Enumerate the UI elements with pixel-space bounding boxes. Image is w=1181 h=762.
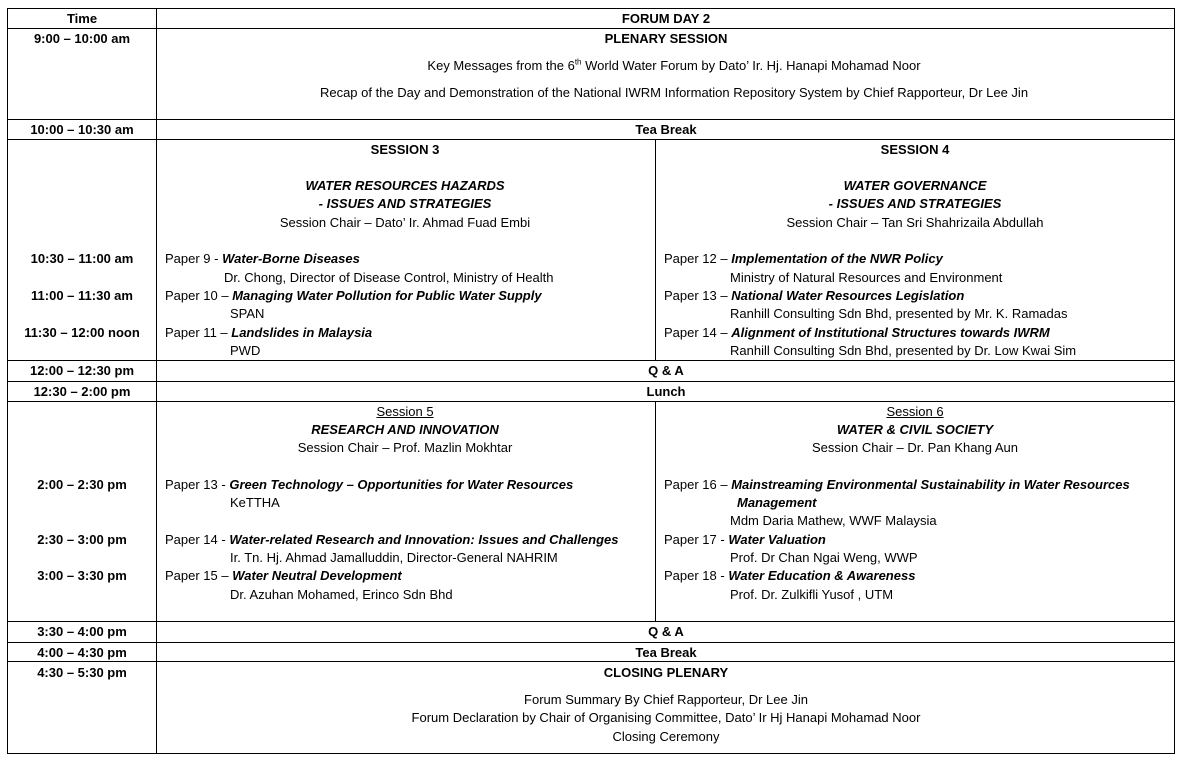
time-slot: 11:30 – 12:00 noon xyxy=(24,325,140,340)
time-slot: 4:30 – 5:30 pm xyxy=(37,665,127,680)
paper-presenter: Dr. Chong, Director of Disease Control, Ministry of Health xyxy=(224,270,554,285)
paper-title-line: Paper 12 – Implementation of the NWR Policy xyxy=(664,251,943,266)
time-slot: 10:00 – 10:30 am xyxy=(30,122,134,137)
time-slot: 9:00 – 10:00 am xyxy=(33,31,131,46)
row-divider xyxy=(7,139,1175,140)
session-4-chair: Session Chair – Tan Sri Shahrizaila Abdullah xyxy=(786,215,1044,230)
tea-break-label: Tea Break xyxy=(635,122,697,137)
paper-presenter: PWD xyxy=(230,343,261,358)
session-4-title: SESSION 4 xyxy=(880,142,950,157)
closing-title: CLOSING PLENARY xyxy=(603,665,729,680)
time-slot: 2:30 – 3:00 pm xyxy=(37,532,127,547)
time-slot: 12:30 – 2:00 pm xyxy=(33,384,131,399)
plenary-recap: Recap of the Day and Demonstration of the National IWRM Information Repository System by Chief Rapporteur, Dr Lee Jin xyxy=(319,85,1029,100)
session-5-theme: RESEARCH AND INNOVATION xyxy=(311,422,499,437)
paper-presenter: SPAN xyxy=(230,306,265,321)
row-divider xyxy=(7,621,1175,622)
paper-title-line: Paper 16 – Mainstreaming Environmental Sustainability in Water Resources xyxy=(664,477,1130,492)
qa-label: Q & A xyxy=(648,363,684,378)
time-slot: 3:00 – 3:30 pm xyxy=(37,568,127,583)
paper-presenter: Ministry of Natural Resources and Environment xyxy=(730,270,1003,285)
session-6-chair: Session Chair – Dr. Pan Khang Aun xyxy=(812,440,1018,455)
paper-title-line: Paper 17 - Water Valuation xyxy=(664,532,826,547)
paper-presenter: Prof. Dr Chan Ngai Weng, WWP xyxy=(730,550,918,565)
session-column-divider xyxy=(655,139,656,360)
session-6-theme: WATER & CIVIL SOCIETY xyxy=(836,422,994,437)
time-slot: 12:00 – 12:30 pm xyxy=(29,363,135,378)
time-slot: 2:00 – 2:30 pm xyxy=(37,477,127,492)
row-divider xyxy=(7,28,1175,29)
session-5-chair: Session Chair – Prof. Mazlin Mokhtar xyxy=(297,440,513,455)
time-slot: 3:30 – 4:00 pm xyxy=(37,624,127,639)
paper-presenter: Ranhill Consulting Sdn Bhd, presented by Dr. Low Kwai Sim xyxy=(730,343,1077,358)
plenary-key-messages: Key Messages from the 6th World Water Forum by Dato’ Ir. Hj. Hanapi Mohamad Noor xyxy=(427,57,921,73)
paper-title-line: Paper 9 - Water-Borne Diseases xyxy=(165,251,360,266)
paper-title-line: Paper 10 – Managing Water Pollution for Public Water Supply xyxy=(165,288,542,303)
header-day: FORUM DAY 2 xyxy=(621,11,711,26)
lunch-label: Lunch xyxy=(646,384,686,399)
row-divider xyxy=(7,119,1175,120)
paper-presenter: KeTTHA xyxy=(230,495,280,510)
paper-title-line: Paper 11 – Landslides in Malaysia xyxy=(165,325,373,340)
paper-presenter: Ir. Tn. Hj. Ahmad Jamalluddin, Director-General NAHRIM xyxy=(230,550,558,565)
session-3-title: SESSION 3 xyxy=(370,142,440,157)
closing-declaration: Forum Declaration by Chair of Organising Committee, Dato’ Ir Hj Hanapi Mohamad Noor xyxy=(411,710,921,725)
paper-presenter: Dr. Azuhan Mohamed, Erinco Sdn Bhd xyxy=(230,587,453,602)
session-6-title: Session 6 xyxy=(886,404,944,419)
session-4-theme: WATER GOVERNANCE xyxy=(843,178,987,193)
paper-title-line: Paper 13 – National Water Resources Legislation xyxy=(664,288,965,303)
tea-break-label: Tea Break xyxy=(635,645,697,660)
paper-presenter: Ranhill Consulting Sdn Bhd, presented by Mr. K. Ramadas xyxy=(730,306,1068,321)
session-3-theme: WATER RESOURCES HAZARDS xyxy=(305,178,505,193)
time-slot: 11:00 – 11:30 am xyxy=(31,288,133,303)
row-divider xyxy=(7,360,1175,361)
row-divider xyxy=(7,642,1175,643)
paper-title-line: Paper 14 - Water-related Research and Innovation: Issues and Challenges xyxy=(165,532,619,547)
paper-title-line: Paper 14 – Alignment of Institutional Structures towards IWRM xyxy=(664,325,1050,340)
time-column-divider xyxy=(156,8,157,754)
time-slot: 10:30 – 11:00 am xyxy=(30,251,134,266)
time-slot: 4:00 – 4:30 pm xyxy=(37,645,127,660)
qa-label: Q & A xyxy=(648,624,684,639)
plenary-title: PLENARY SESSION xyxy=(604,31,728,46)
header-time: Time xyxy=(66,11,98,26)
paper-title-line: Paper 13 - Green Technology – Opportunities for Water Resources xyxy=(165,477,574,492)
row-divider xyxy=(7,381,1175,382)
session-3-subtheme: - ISSUES AND STRATEGIES xyxy=(318,196,492,211)
paper-title-line: Paper 15 – Water Neutral Development xyxy=(165,568,402,583)
closing-summary: Forum Summary By Chief Rapporteur, Dr Lee Jin xyxy=(524,692,808,707)
paper-title-line: Paper 18 - Water Education & Awareness xyxy=(664,568,916,583)
paper-presenter: Prof. Dr. Zulkifli Yusof , UTM xyxy=(730,587,894,602)
session-5-title: Session 5 xyxy=(376,404,434,419)
session-3-chair: Session Chair – Dato’ Ir. Ahmad Fuad Embi xyxy=(279,215,531,230)
closing-ceremony: Closing Ceremony xyxy=(612,729,720,744)
paper-presenter: Mdm Daria Mathew, WWF Malaysia xyxy=(730,513,937,528)
row-divider xyxy=(7,661,1175,662)
session-column-divider xyxy=(655,401,656,621)
paper-title-continuation: Management xyxy=(737,495,817,510)
row-divider xyxy=(7,401,1175,402)
session-4-subtheme: - ISSUES AND STRATEGIES xyxy=(828,196,1002,211)
